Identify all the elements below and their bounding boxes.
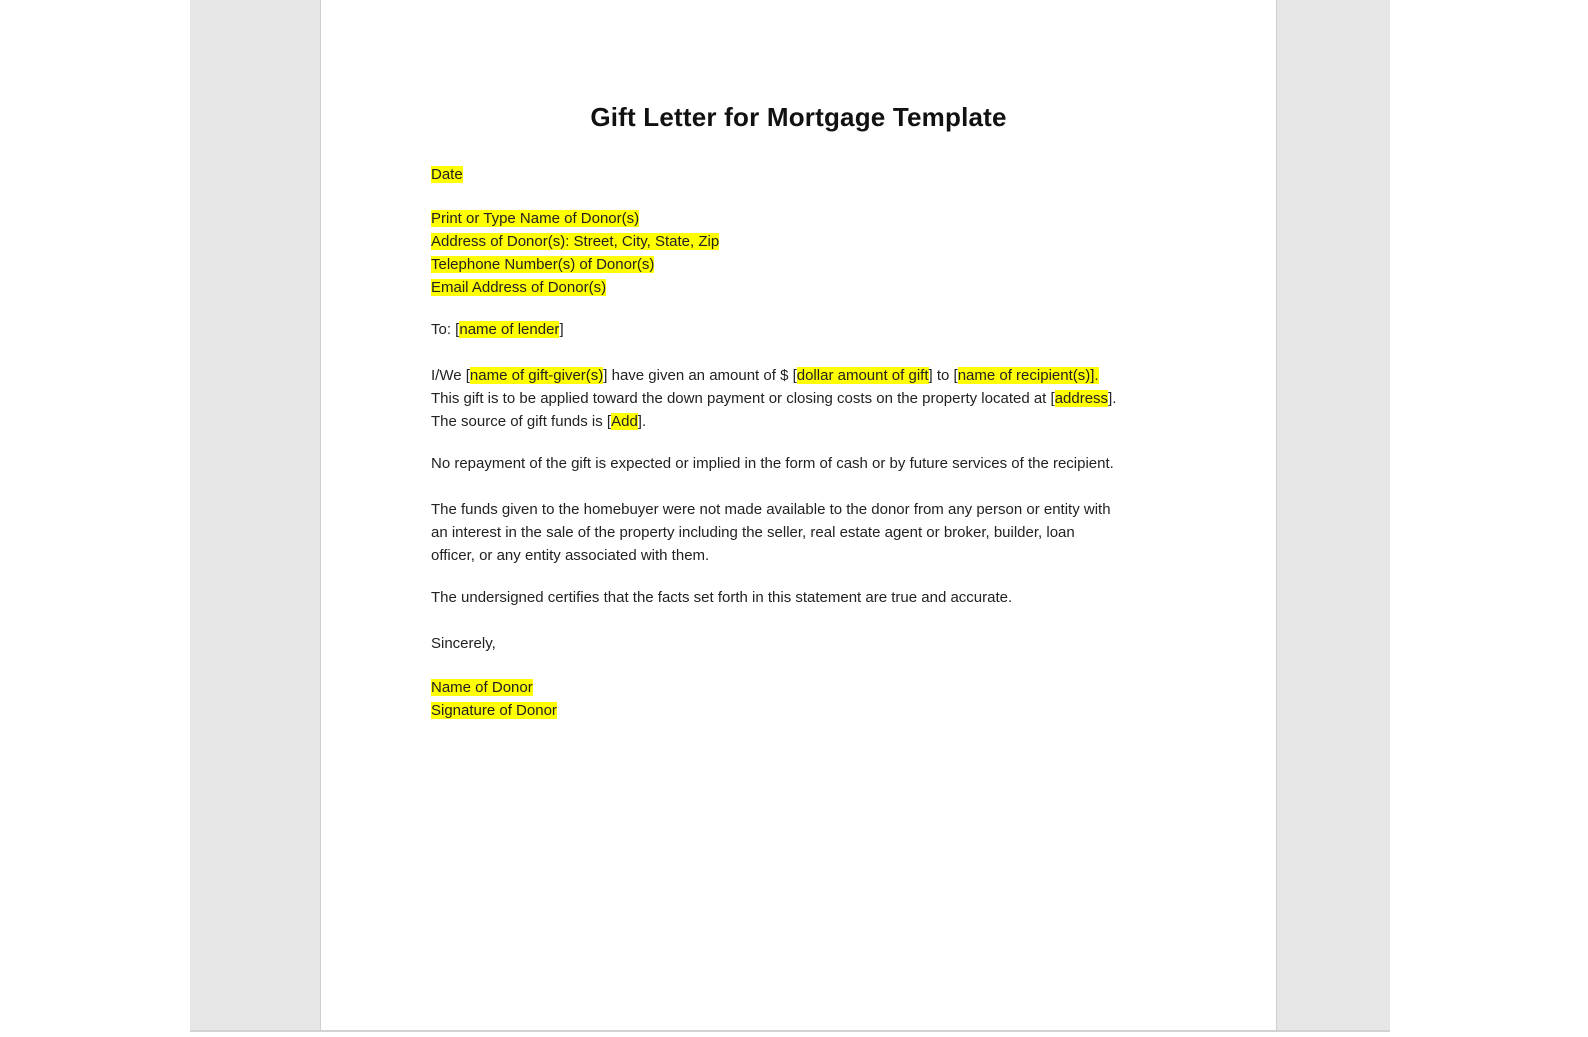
gift-text-segment: This gift is to be applied toward the down payment or closing costs on the property located at [ <box>431 390 1055 407</box>
document-viewer <box>190 0 1390 1032</box>
donor-address-field: Address of Donor(s): Street, City, State, Zip <box>431 233 720 250</box>
no-repayment-paragraph <box>431 452 1171 475</box>
gift-text-segment: ] have given an amount of $ [ <box>603 367 797 384</box>
property-address-field: address <box>1054 390 1109 407</box>
closing-line <box>431 632 1171 655</box>
funds-line: an interest in the sale of the property including the seller, real estate agent or broker, builder, loan <box>431 524 1075 541</box>
closing-text: Sincerely, <box>431 635 496 652</box>
signature-block <box>431 676 1171 722</box>
document-page <box>320 0 1277 1030</box>
donor-phone-field: Telephone Number(s) of Donor(s) <box>431 256 655 273</box>
funds-paragraph <box>431 498 1171 567</box>
gift-text-segment: The source of gift funds is [ <box>431 413 612 430</box>
certification-text: The undersigned certifies that the facts set forth in this statement are true and accurate. <box>431 589 1013 606</box>
recipient-name-field: name of recipient(s)]. <box>957 367 1099 384</box>
gift-text-segment: ]. <box>637 413 647 430</box>
gift-amount-field: dollar amount of gift <box>796 367 929 384</box>
donor-info-block <box>431 207 1171 299</box>
date-field: Date <box>431 166 463 183</box>
no-repayment-text: No repayment of the gift is expected or implied in the form of cash or by future services of the recipient. <box>431 455 1114 472</box>
funds-line: officer, or any entity associated with them. <box>431 547 710 564</box>
document-title: Gift Letter for Mortgage Template <box>590 102 1007 132</box>
certification-paragraph <box>431 586 1171 609</box>
gift-text-segment: ] to [ <box>928 367 958 384</box>
donor-email-field: Email Address of Donor(s) <box>431 279 607 296</box>
gift-text-segment: ]. <box>1108 390 1117 407</box>
to-prefix: To: [ <box>431 321 460 338</box>
gift-giver-field: name of gift-giver(s) <box>469 367 604 384</box>
funds-line: The funds given to the homebuyer were not made available to the donor from any person or entity with <box>431 501 1111 518</box>
date-block <box>431 163 1171 186</box>
to-suffix: ] <box>559 321 564 338</box>
gift-paragraph <box>431 364 1171 433</box>
donor-printed-name-field: Name of Donor <box>431 679 533 696</box>
lender-name-field: name of lender <box>459 321 560 338</box>
donor-name-field: Print or Type Name of Donor(s) <box>431 210 640 227</box>
donor-signature-field: Signature of Donor <box>431 702 557 719</box>
gift-text-segment: I/We [ <box>431 367 470 384</box>
funds-source-field: Add <box>611 413 638 430</box>
to-line <box>431 318 1171 341</box>
